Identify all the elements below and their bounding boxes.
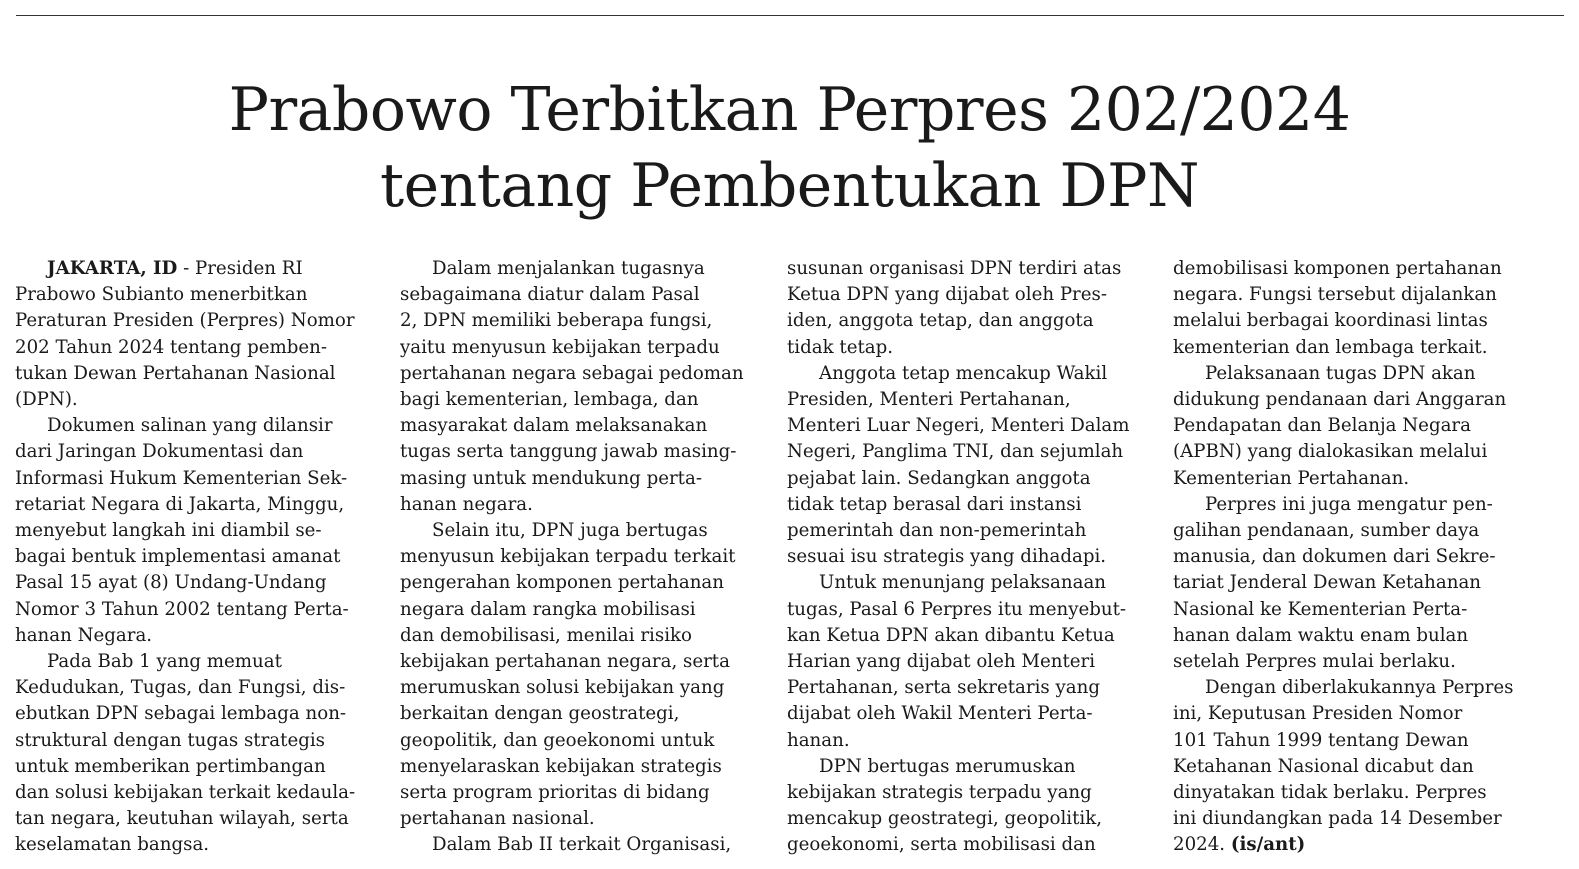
text-line: retariat Negara di Jakarta, Minggu, xyxy=(15,493,345,515)
text-line: sesuai isu strategis yang dihadapi. xyxy=(787,546,1107,568)
text-line: dinyatakan tidak berlaku. Perpres xyxy=(1173,782,1487,804)
paragraph xyxy=(1173,675,1533,858)
text-line: 2024. (is/ant) xyxy=(1173,834,1306,856)
text-line: menyelaraskan kebijakan strategis xyxy=(400,755,722,777)
text-line: tidak tetap berasal dari instansi xyxy=(787,493,1082,515)
text-line: masing untuk mendukung perta- xyxy=(400,467,702,489)
text-line: hanan negara. xyxy=(400,493,533,515)
text-line: pertahanan negara sebagai pedoman xyxy=(400,362,744,384)
text-line: bagai bentuk implementasi amanat xyxy=(15,546,341,568)
text-line: ebutkan DPN sebagai lembaga non- xyxy=(15,703,347,725)
text-line: dari Jaringan Dokumentasi dan xyxy=(15,441,304,463)
text-line: kebijakan strategis terpadu yang xyxy=(787,782,1092,804)
text-line: iden, anggota tetap, dan anggota xyxy=(787,310,1094,332)
text-line: hanan dalam waktu enam bulan xyxy=(1173,624,1469,646)
text-line: tugas serta tanggung jawab masing- xyxy=(400,441,737,463)
text-line: Nasional ke Kementerian Perta- xyxy=(1173,598,1468,620)
paragraph xyxy=(400,832,760,858)
text-line: didukung pendanaan dari Anggaran xyxy=(1173,389,1507,411)
text-line: dan solusi kebijakan terkait kedaula- xyxy=(15,782,356,804)
text-line: ini diundangkan pada 14 Desember xyxy=(1173,808,1502,830)
text-line: bagi kementerian, lembaga, dan xyxy=(400,389,699,411)
text-line: Dalam Bab II terkait Organisasi, xyxy=(432,834,732,856)
text-line: negara dalam rangka mobilisasi xyxy=(400,598,696,620)
text-line: masyarakat dalam melaksanakan xyxy=(400,415,708,437)
dateline: JAKARTA, ID xyxy=(47,258,178,279)
text-line: tugas, Pasal 6 Perpres itu menyebut- xyxy=(787,598,1127,620)
text-line: Ketua DPN yang dijabat oleh Pres- xyxy=(787,284,1107,306)
paragraph xyxy=(787,570,1147,753)
text-line: manusia, dan dokumen dari Sekre- xyxy=(1173,546,1496,568)
text-line: susunan organisasi DPN terdiri atas xyxy=(787,258,1122,279)
text-line: kan Ketua DPN akan dibantu Ketua xyxy=(787,624,1115,646)
paragraph xyxy=(787,361,1147,571)
text-line: pejabat lain. Sedangkan anggota xyxy=(787,467,1091,489)
article-column-3 xyxy=(787,256,1147,859)
paragraph xyxy=(1173,256,1533,361)
text-line: menyebut langkah ini diambil se- xyxy=(15,520,322,542)
paragraph xyxy=(1173,361,1533,492)
article-column-2 xyxy=(400,256,760,859)
text-line: galihan pendanaan, sumber daya xyxy=(1173,520,1480,542)
byline: (is/ant) xyxy=(1230,834,1306,856)
text-line: Dalam menjalankan tugasnya xyxy=(432,258,705,279)
top-rule xyxy=(16,15,1564,16)
text-line: Prabowo Subianto menerbitkan xyxy=(15,284,308,306)
paragraph xyxy=(15,256,375,413)
paragraph xyxy=(400,256,760,518)
text-line: hanan Negara. xyxy=(15,624,153,646)
text-line: Dengan diberlakukannya Perpres xyxy=(1205,677,1514,699)
headline-line-2: tentang Pembentukan DPN xyxy=(380,151,1199,221)
text-line: dijabat oleh Wakil Menteri Perta- xyxy=(787,703,1093,725)
text-line: keselamatan bangsa. xyxy=(15,834,210,856)
text-line: negara. Fungsi tersebut dijalankan xyxy=(1173,284,1497,306)
text-line: Informasi Hukum Kementerian Sek- xyxy=(15,467,348,489)
text-line: Peraturan Presiden (Perpres) Nomor xyxy=(15,310,355,332)
text-line: mencakup geostrategi, geopolitik, xyxy=(787,808,1103,830)
text-line: tukan Dewan Pertahanan Nasional xyxy=(15,362,336,384)
text-line: tidak tetap. xyxy=(787,336,894,358)
text-line: Harian yang dijabat oleh Menteri xyxy=(787,651,1096,673)
text-line: menyusun kebijakan terpadu terkait xyxy=(400,546,736,568)
text-line: Dokumen salinan yang dilansir xyxy=(47,415,333,437)
text-line: Anggota tetap mencakup Wakil xyxy=(819,362,1108,384)
text-line: Menteri Luar Negeri, Menteri Dalam xyxy=(787,415,1130,437)
text-line: Selain itu, DPN juga bertugas xyxy=(432,520,708,542)
text-line: setelah Perpres mulai berlaku. xyxy=(1173,651,1456,673)
paragraph xyxy=(787,754,1147,859)
paragraph xyxy=(15,413,375,649)
paragraph xyxy=(787,256,1147,361)
text-line: 2, DPN memiliki beberapa fungsi, xyxy=(400,310,713,332)
text-line: Pendapatan dan Belanja Negara xyxy=(1173,415,1471,437)
article-body xyxy=(15,256,1564,869)
headline xyxy=(0,72,1579,224)
text-line: Pasal 15 ayat (8) Undang-Undang xyxy=(15,572,327,594)
text-line: 202 Tahun 2024 tentang pemben- xyxy=(15,336,328,358)
text-line: yaitu menyusun kebijakan terpadu xyxy=(400,336,720,358)
text-line: kebijakan pertahanan negara, serta xyxy=(400,651,730,673)
text-line: geoekonomi, serta mobilisasi dan xyxy=(787,834,1096,856)
paragraph xyxy=(400,518,760,832)
text-line: pengerahan komponen pertahanan xyxy=(400,572,724,594)
text-line: kementerian dan lembaga terkait. xyxy=(1173,336,1488,358)
paragraph xyxy=(15,649,375,859)
text-line: (DPN). xyxy=(15,389,78,411)
text-line: struktural dengan tugas strategis xyxy=(15,729,325,751)
text-line: JAKARTA, ID - Presiden RI xyxy=(47,258,303,279)
text-line: Nomor 3 Tahun 2002 tentang Perta- xyxy=(15,598,349,620)
text-line: ini, Keputusan Presiden Nomor xyxy=(1173,703,1463,725)
text-line: Perpres ini juga mengatur pen- xyxy=(1205,493,1493,515)
text-line: Pada Bab 1 yang memuat xyxy=(47,651,282,673)
text-line: Negeri, Panglima TNI, dan sejumlah xyxy=(787,441,1124,463)
text-line: tariat Jenderal Dewan Ketahanan xyxy=(1173,572,1481,594)
text-line: (APBN) yang dialokasikan melalui xyxy=(1173,441,1488,463)
headline-line-1: Prabowo Terbitkan Perpres 202/2024 xyxy=(228,75,1351,145)
text-line: DPN bertugas merumuskan xyxy=(819,755,1076,777)
text-line: Presiden, Menteri Pertahanan, xyxy=(787,389,1071,411)
text-line: 101 Tahun 1999 tentang Dewan xyxy=(1173,729,1469,751)
text-line: Ketahanan Nasional dicabut dan xyxy=(1173,755,1474,777)
text-line: melalui berbagai koordinasi lintas xyxy=(1173,310,1488,332)
article-column-1 xyxy=(15,256,375,859)
text-line: Pertahanan, serta sekretaris yang xyxy=(787,677,1100,699)
text-line: Kedudukan, Tugas, dan Fungsi, dis- xyxy=(15,677,346,699)
text-line: demobilisasi komponen pertahanan xyxy=(1173,258,1502,279)
text-line: sebagaimana diatur dalam Pasal xyxy=(400,284,700,306)
text-line: berkaitan dengan geostrategi, xyxy=(400,703,680,725)
text-line: untuk memberikan pertimbangan xyxy=(15,755,326,777)
text-line: Kementerian Pertahanan. xyxy=(1173,467,1410,489)
text-line: dan demobilisasi, menilai risiko xyxy=(400,624,692,646)
text-line: pertahanan nasional. xyxy=(400,808,595,830)
text-line: Untuk menunjang pelaksanaan xyxy=(819,572,1107,594)
text-line: merumuskan solusi kebijakan yang xyxy=(400,677,725,699)
text-line: hanan. xyxy=(787,729,850,751)
text-line: Pelaksanaan tugas DPN akan xyxy=(1205,362,1476,384)
article-column-4 xyxy=(1173,256,1533,859)
text-line: serta program prioritas di bidang xyxy=(400,782,710,804)
paragraph xyxy=(1173,492,1533,675)
text-line: pemerintah dan non-pemerintah xyxy=(787,520,1087,542)
text-line: geopolitik, dan geoekonomi untuk xyxy=(400,729,715,751)
text-line: tan negara, keutuhan wilayah, serta xyxy=(15,808,349,830)
